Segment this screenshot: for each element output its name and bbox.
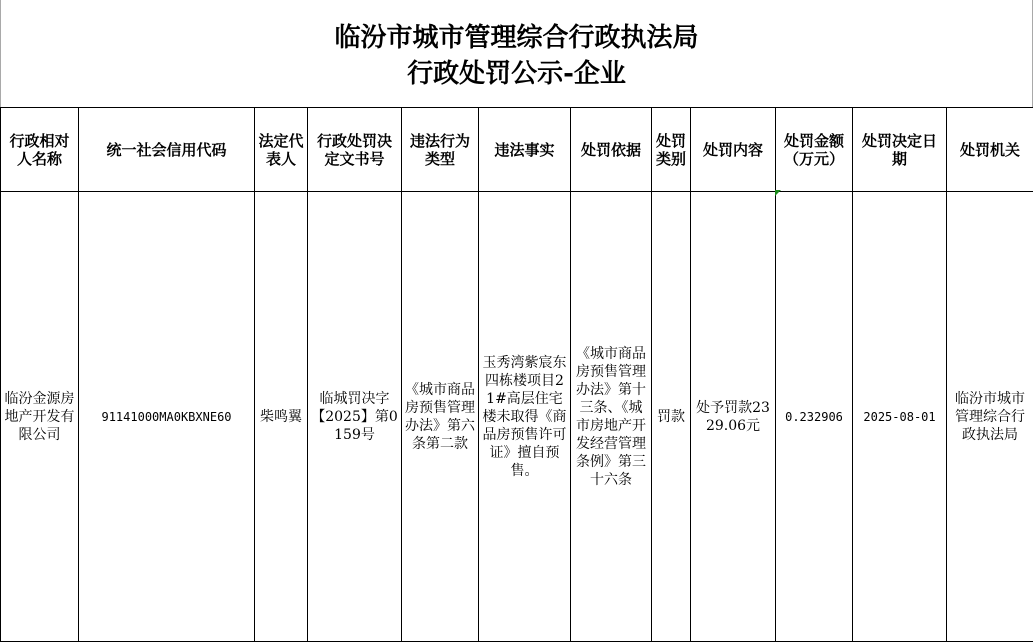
penalty-table — [0, 107, 1033, 642]
header-basis: 处罚依据 — [571, 108, 652, 192]
cell-date: 2025-08-01 — [853, 192, 947, 642]
header-authority: 处罚机关 — [947, 108, 1033, 192]
header-doc-no: 行政处罚决定文书号 — [308, 108, 402, 192]
cell-category: 罚款 — [652, 192, 691, 642]
page-subtitle: 行政处罚公示-企业 — [407, 59, 626, 89]
title-area — [0, 0, 1033, 108]
cell-party-name: 临汾金源房地产开发有限公司 — [1, 192, 79, 642]
page-title: 临汾市城市管理综合行政执法局 — [334, 23, 699, 53]
header-row — [1, 108, 1033, 192]
header-category: 处罚类别 — [652, 108, 691, 192]
cell-legal-rep: 柴鸣翼 — [255, 192, 308, 642]
header-facts: 违法事实 — [479, 108, 571, 192]
cell-comment-marker — [775, 190, 781, 196]
cell-doc-no: 临城罚决字【2025】第0159号 — [308, 192, 402, 642]
cell-content: 处予罚款2329.06元 — [691, 192, 776, 642]
header-party-name: 行政相对人名称 — [1, 108, 79, 192]
cell-authority: 临汾市城市管理综合行政执法局 — [947, 192, 1033, 642]
header-date: 处罚决定日期 — [853, 108, 947, 192]
cell-basis: 《城市商品房预售管理办法》第十三条、《城市房地产开发经营管理条例》第三十六条 — [571, 192, 652, 642]
cell-credit-code: 91141000MA0KBXNE60 — [79, 192, 255, 642]
cell-facts: 玉秀湾紫宸东四栋楼项目21#高层住宅楼未取得《商品房预售许可证》擅自预售。 — [479, 192, 571, 642]
cell-violation-type: 《城市商品房预售管理办法》第六条第二款 — [402, 192, 479, 642]
cell-amount: 0.232906 — [776, 192, 853, 642]
header-content: 处罚内容 — [691, 108, 776, 192]
header-violation-type: 违法行为类型 — [402, 108, 479, 192]
header-credit-code: 统一社会信用代码 — [79, 108, 255, 192]
header-legal-rep: 法定代表人 — [255, 108, 308, 192]
table-row — [1, 192, 1033, 642]
header-amount: 处罚金额（万元） — [776, 108, 853, 192]
